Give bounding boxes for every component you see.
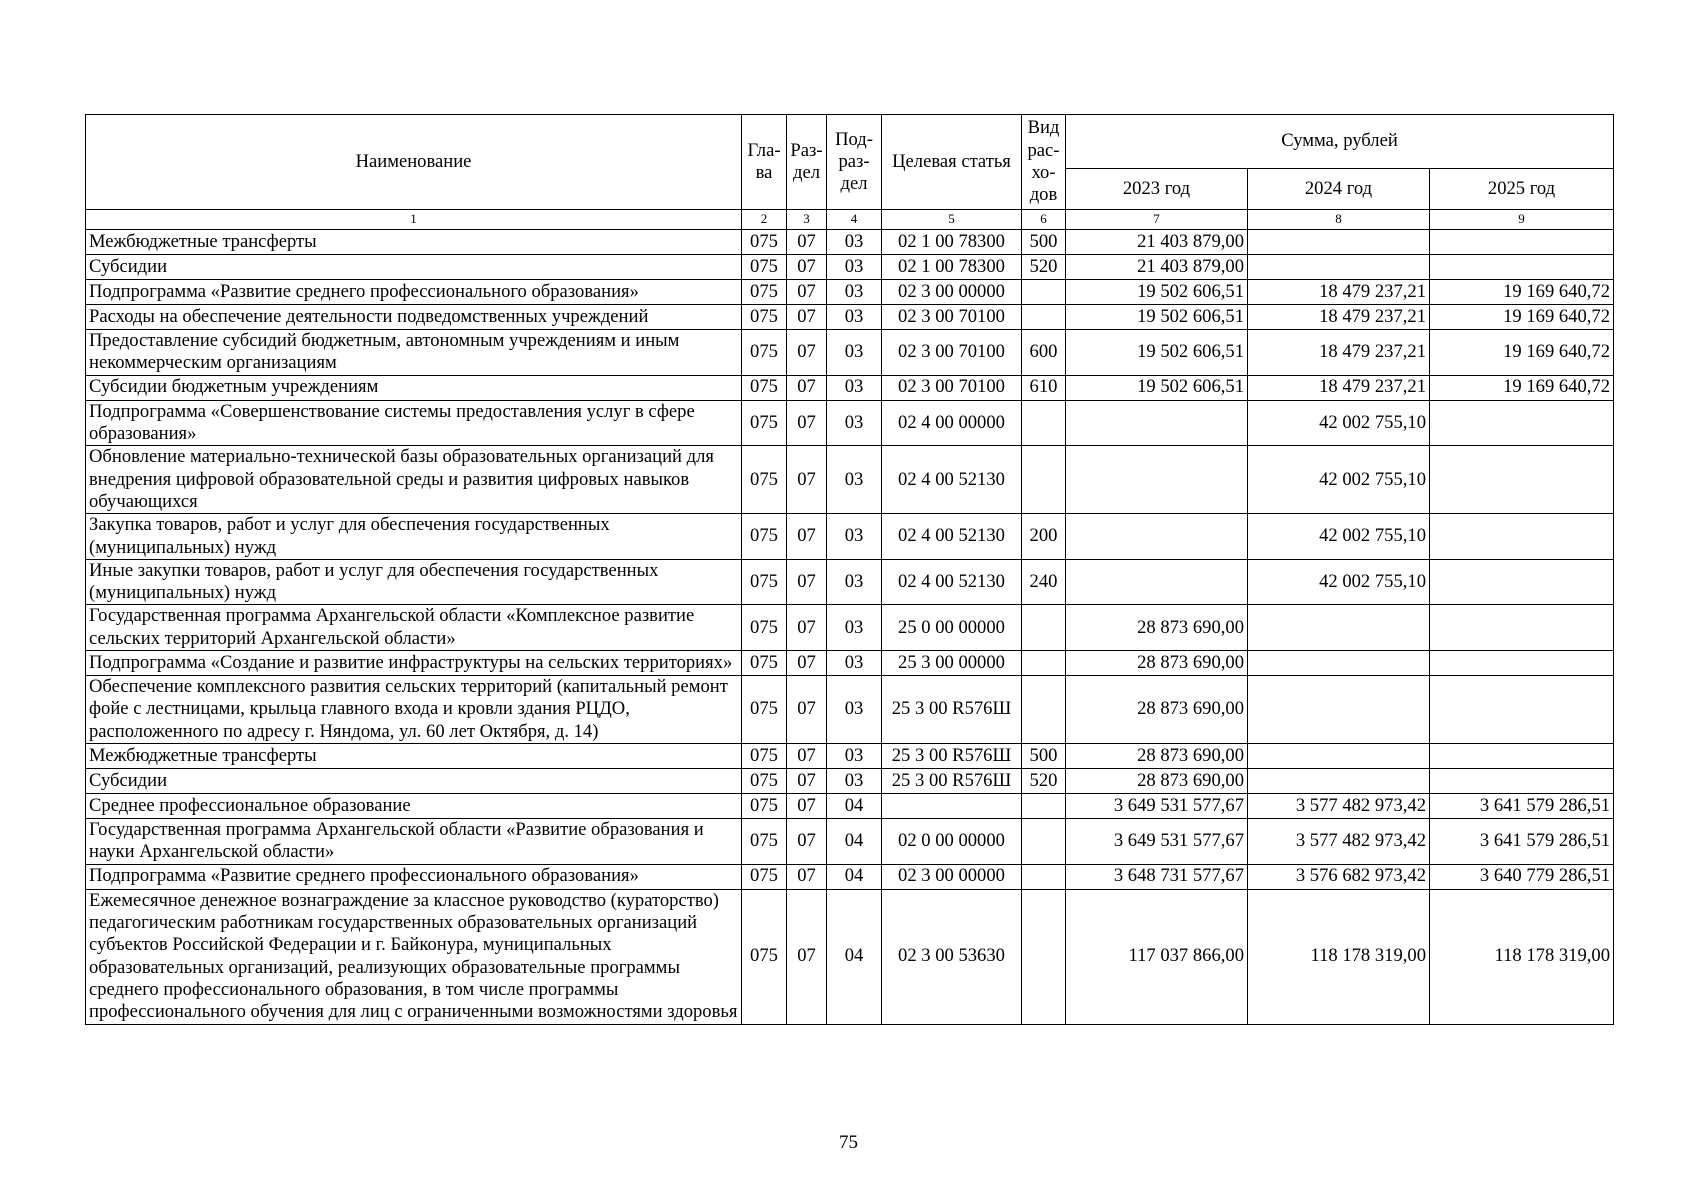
cell-celevaya: 25 3 00 R576Ш xyxy=(882,769,1022,794)
cell-vid: 200 xyxy=(1022,514,1066,560)
cell-glava: 075 xyxy=(742,305,787,330)
header-razdel: Раз-дел xyxy=(787,115,827,210)
cell-2023: 28 873 690,00 xyxy=(1066,605,1248,651)
cell-podrazdel: 03 xyxy=(827,651,882,676)
cell-glava: 075 xyxy=(742,744,787,769)
cell-2025 xyxy=(1430,676,1614,744)
cell-glava: 075 xyxy=(742,446,787,514)
cell-2024: 3 576 682 973,42 xyxy=(1248,864,1430,889)
cell-2025: 19 169 640,72 xyxy=(1430,280,1614,305)
header-name: Наименование xyxy=(86,115,742,210)
cell-vid: 600 xyxy=(1022,330,1066,376)
cell-podrazdel: 03 xyxy=(827,230,882,255)
cell-celevaya: 25 0 00 00000 xyxy=(882,605,1022,651)
cell-glava: 075 xyxy=(742,794,787,819)
table-row xyxy=(86,744,1614,769)
cell-razdel: 07 xyxy=(787,305,827,330)
header-year-2025: 2025 год xyxy=(1430,169,1614,210)
cell-vid: 520 xyxy=(1022,255,1066,280)
cell-2025 xyxy=(1430,651,1614,676)
cell-glava: 075 xyxy=(742,864,787,889)
cell-name: Субсидии xyxy=(86,769,742,794)
cell-2023: 3 648 731 577,67 xyxy=(1066,864,1248,889)
cell-celevaya: 02 0 00 00000 xyxy=(882,819,1022,865)
cell-2023 xyxy=(1066,514,1248,560)
cell-2025 xyxy=(1430,255,1614,280)
table-row xyxy=(86,651,1614,676)
table-row xyxy=(86,400,1614,446)
cell-2025 xyxy=(1430,605,1614,651)
table-row xyxy=(86,280,1614,305)
cell-razdel: 07 xyxy=(787,605,827,651)
cell-name: Обеспечение комплексного развития сельских территорий (капитальный ремонт фойе с лестницами, крыльца главного входа и кровли здания РЦДО, расположенного по адресу г. Няндома, ул. 60 лет Октября, д. 14) xyxy=(86,676,742,744)
cell-2023: 117 037 866,00 xyxy=(1066,889,1248,1024)
cell-2025: 19 169 640,72 xyxy=(1430,305,1614,330)
cell-2023: 19 502 606,51 xyxy=(1066,280,1248,305)
cell-glava: 075 xyxy=(742,514,787,560)
cell-2024 xyxy=(1248,676,1430,744)
cell-razdel: 07 xyxy=(787,744,827,769)
table-row xyxy=(86,230,1614,255)
cell-podrazdel: 03 xyxy=(827,400,882,446)
cell-podrazdel: 03 xyxy=(827,330,882,376)
cell-2023: 19 502 606,51 xyxy=(1066,305,1248,330)
cell-celevaya: 02 4 00 52130 xyxy=(882,559,1022,605)
cell-name: Обновление материально-технической базы образовательных организаций для внедрения цифровой образовательной среды и развития цифровых навыков обучающихся xyxy=(86,446,742,514)
cell-2024: 18 479 237,21 xyxy=(1248,330,1430,376)
cell-razdel: 07 xyxy=(787,864,827,889)
cell-podrazdel: 03 xyxy=(827,305,882,330)
cell-name: Субсидии бюджетным учреждениям xyxy=(86,375,742,400)
cell-glava: 075 xyxy=(742,769,787,794)
cell-podrazdel: 03 xyxy=(827,676,882,744)
cell-razdel: 07 xyxy=(787,769,827,794)
cell-name: Предоставление субсидий бюджетным, автономным учреждениям и иным некоммерческим организациям xyxy=(86,330,742,376)
cell-razdel: 07 xyxy=(787,280,827,305)
cell-2023: 3 649 531 577,67 xyxy=(1066,794,1248,819)
cell-2024: 42 002 755,10 xyxy=(1248,514,1430,560)
column-number: 8 xyxy=(1248,210,1430,230)
cell-vid: 500 xyxy=(1022,744,1066,769)
cell-name: Ежемесячное денежное вознаграждение за классное руководство (кураторство) педагогическим работникам государственных образовательных организаций субъектов Российской Федерации и г. Байконура, муниципальных образовательных организаций, реализующих образовательные программы среднего профессионального образования, в том числе программы профессионального обучения для лиц с ограниченными возможностями здоровья xyxy=(86,889,742,1024)
cell-celevaya: 02 3 00 70100 xyxy=(882,305,1022,330)
cell-podrazdel: 03 xyxy=(827,559,882,605)
table-row xyxy=(86,864,1614,889)
cell-name: Подпрограмма «Развитие среднего профессионального образования» xyxy=(86,280,742,305)
cell-podrazdel: 04 xyxy=(827,864,882,889)
cell-vid xyxy=(1022,446,1066,514)
cell-name: Подпрограмма «Развитие среднего профессионального образования» xyxy=(86,864,742,889)
cell-glava: 075 xyxy=(742,400,787,446)
cell-celevaya: 02 4 00 00000 xyxy=(882,400,1022,446)
cell-2025: 3 641 579 286,51 xyxy=(1430,794,1614,819)
column-number: 4 xyxy=(827,210,882,230)
cell-name: Государственная программа Архангельской области «Комплексное развитие сельских территорий Архангельской области» xyxy=(86,605,742,651)
cell-celevaya: 02 3 00 53630 xyxy=(882,889,1022,1024)
column-number-row xyxy=(86,210,1614,230)
column-number: 9 xyxy=(1430,210,1614,230)
cell-vid xyxy=(1022,676,1066,744)
cell-name: Закупка товаров, работ и услуг для обеспечения государственных (муниципальных) нужд xyxy=(86,514,742,560)
cell-celevaya xyxy=(882,794,1022,819)
cell-razdel: 07 xyxy=(787,651,827,676)
cell-celevaya: 25 3 00 00000 xyxy=(882,651,1022,676)
cell-2025 xyxy=(1430,514,1614,560)
cell-2025: 3 640 779 286,51 xyxy=(1430,864,1614,889)
table-row xyxy=(86,305,1614,330)
cell-vid: 520 xyxy=(1022,769,1066,794)
column-number: 7 xyxy=(1066,210,1248,230)
cell-name: Подпрограмма «Создание и развитие инфраструктуры на сельских территориях» xyxy=(86,651,742,676)
cell-2025 xyxy=(1430,400,1614,446)
cell-celevaya: 25 3 00 R576Ш xyxy=(882,676,1022,744)
cell-glava: 075 xyxy=(742,230,787,255)
cell-2023: 28 873 690,00 xyxy=(1066,744,1248,769)
table-row xyxy=(86,375,1614,400)
table-row xyxy=(86,559,1614,605)
cell-2024: 42 002 755,10 xyxy=(1248,559,1430,605)
cell-glava: 075 xyxy=(742,255,787,280)
cell-2025: 19 169 640,72 xyxy=(1430,375,1614,400)
cell-vid xyxy=(1022,280,1066,305)
cell-2024 xyxy=(1248,744,1430,769)
table-row xyxy=(86,255,1614,280)
header-celevaya: Целевая статья xyxy=(882,115,1022,210)
cell-2023: 21 403 879,00 xyxy=(1066,255,1248,280)
cell-2024: 3 577 482 973,42 xyxy=(1248,819,1430,865)
table-row xyxy=(86,769,1614,794)
cell-name: Межбюджетные трансферты xyxy=(86,744,742,769)
cell-celevaya: 02 1 00 78300 xyxy=(882,230,1022,255)
cell-name: Государственная программа Архангельской области «Развитие образования и науки Архангельской области» xyxy=(86,819,742,865)
cell-podrazdel: 04 xyxy=(827,889,882,1024)
cell-glava: 075 xyxy=(742,330,787,376)
cell-glava: 075 xyxy=(742,559,787,605)
table-row xyxy=(86,676,1614,744)
cell-razdel: 07 xyxy=(787,446,827,514)
budget-table xyxy=(85,114,1614,1025)
table-header xyxy=(86,115,1614,230)
cell-2024 xyxy=(1248,255,1430,280)
cell-vid xyxy=(1022,400,1066,446)
cell-glava: 075 xyxy=(742,651,787,676)
cell-glava: 075 xyxy=(742,889,787,1024)
cell-2023 xyxy=(1066,446,1248,514)
page-number: 75 xyxy=(839,1132,858,1153)
cell-2024 xyxy=(1248,651,1430,676)
table-row xyxy=(86,819,1614,865)
cell-razdel: 07 xyxy=(787,400,827,446)
cell-razdel: 07 xyxy=(787,559,827,605)
column-number: 5 xyxy=(882,210,1022,230)
cell-2024: 18 479 237,21 xyxy=(1248,305,1430,330)
cell-razdel: 07 xyxy=(787,255,827,280)
cell-2025: 118 178 319,00 xyxy=(1430,889,1614,1024)
cell-celevaya: 02 4 00 52130 xyxy=(882,446,1022,514)
header-year-2024: 2024 год xyxy=(1248,169,1430,210)
cell-podrazdel: 03 xyxy=(827,255,882,280)
cell-name: Среднее профессиональное образование xyxy=(86,794,742,819)
cell-2024 xyxy=(1248,605,1430,651)
cell-celevaya: 02 3 00 70100 xyxy=(882,375,1022,400)
cell-glava: 075 xyxy=(742,375,787,400)
cell-name: Расходы на обеспечение деятельности подведомственных учреждений xyxy=(86,305,742,330)
cell-celevaya: 02 1 00 78300 xyxy=(882,255,1022,280)
cell-vid: 240 xyxy=(1022,559,1066,605)
cell-2024: 3 577 482 973,42 xyxy=(1248,794,1430,819)
cell-2023: 28 873 690,00 xyxy=(1066,676,1248,744)
cell-razdel: 07 xyxy=(787,375,827,400)
cell-name: Иные закупки товаров, работ и услуг для обеспечения государственных (муниципальных) нужд xyxy=(86,559,742,605)
cell-name: Субсидии xyxy=(86,255,742,280)
cell-vid: 500 xyxy=(1022,230,1066,255)
cell-celevaya: 02 4 00 52130 xyxy=(882,514,1022,560)
table-row xyxy=(86,794,1614,819)
cell-razdel: 07 xyxy=(787,794,827,819)
cell-2024: 42 002 755,10 xyxy=(1248,446,1430,514)
cell-razdel: 07 xyxy=(787,819,827,865)
cell-podrazdel: 03 xyxy=(827,514,882,560)
cell-vid: 610 xyxy=(1022,375,1066,400)
cell-2024: 18 479 237,21 xyxy=(1248,280,1430,305)
cell-2023: 19 502 606,51 xyxy=(1066,375,1248,400)
cell-podrazdel: 03 xyxy=(827,375,882,400)
cell-2023: 3 649 531 577,67 xyxy=(1066,819,1248,865)
cell-2025 xyxy=(1430,744,1614,769)
cell-celevaya: 02 3 00 00000 xyxy=(882,864,1022,889)
cell-razdel: 07 xyxy=(787,230,827,255)
column-number: 1 xyxy=(86,210,742,230)
cell-razdel: 07 xyxy=(787,889,827,1024)
cell-2023: 19 502 606,51 xyxy=(1066,330,1248,376)
column-number: 6 xyxy=(1022,210,1066,230)
cell-2025 xyxy=(1430,559,1614,605)
cell-2023: 21 403 879,00 xyxy=(1066,230,1248,255)
cell-2024: 42 002 755,10 xyxy=(1248,400,1430,446)
cell-podrazdel: 03 xyxy=(827,280,882,305)
cell-podrazdel: 03 xyxy=(827,744,882,769)
cell-2025 xyxy=(1430,446,1614,514)
cell-2025 xyxy=(1430,230,1614,255)
cell-name: Межбюджетные трансферты xyxy=(86,230,742,255)
cell-2025: 3 641 579 286,51 xyxy=(1430,819,1614,865)
table-row xyxy=(86,605,1614,651)
header-podrazdel: Под-раз-дел xyxy=(827,115,882,210)
cell-podrazdel: 04 xyxy=(827,794,882,819)
cell-2024 xyxy=(1248,769,1430,794)
table-row xyxy=(86,446,1614,514)
cell-vid xyxy=(1022,889,1066,1024)
cell-celevaya: 25 3 00 R576Ш xyxy=(882,744,1022,769)
column-number: 2 xyxy=(742,210,787,230)
cell-celevaya: 02 3 00 00000 xyxy=(882,280,1022,305)
cell-razdel: 07 xyxy=(787,330,827,376)
column-number: 3 xyxy=(787,210,827,230)
cell-2024: 118 178 319,00 xyxy=(1248,889,1430,1024)
cell-podrazdel: 03 xyxy=(827,446,882,514)
cell-podrazdel: 03 xyxy=(827,769,882,794)
header-summa: Сумма, рублей xyxy=(1066,115,1614,169)
cell-2023: 28 873 690,00 xyxy=(1066,769,1248,794)
cell-2023 xyxy=(1066,400,1248,446)
cell-vid xyxy=(1022,605,1066,651)
header-year-2023: 2023 год xyxy=(1066,169,1248,210)
cell-glava: 075 xyxy=(742,605,787,651)
cell-name: Подпрограмма «Совершенствование системы предоставления услуг в сфере образования» xyxy=(86,400,742,446)
cell-glava: 075 xyxy=(742,819,787,865)
cell-2023 xyxy=(1066,559,1248,605)
cell-2023: 28 873 690,00 xyxy=(1066,651,1248,676)
cell-2025 xyxy=(1430,769,1614,794)
table-row xyxy=(86,514,1614,560)
table-row xyxy=(86,330,1614,376)
cell-razdel: 07 xyxy=(787,676,827,744)
cell-razdel: 07 xyxy=(787,514,827,560)
cell-vid xyxy=(1022,794,1066,819)
cell-vid xyxy=(1022,819,1066,865)
table-row xyxy=(86,889,1614,1024)
cell-podrazdel: 04 xyxy=(827,819,882,865)
cell-vid xyxy=(1022,651,1066,676)
header-vid: Вид рас-хо-дов xyxy=(1022,115,1066,210)
table-body xyxy=(86,230,1614,1025)
cell-vid xyxy=(1022,864,1066,889)
cell-2024: 18 479 237,21 xyxy=(1248,375,1430,400)
cell-podrazdel: 03 xyxy=(827,605,882,651)
cell-glava: 075 xyxy=(742,280,787,305)
header-glava: Гла-ва xyxy=(742,115,787,210)
cell-glava: 075 xyxy=(742,676,787,744)
cell-2025: 19 169 640,72 xyxy=(1430,330,1614,376)
cell-vid xyxy=(1022,305,1066,330)
cell-2024 xyxy=(1248,230,1430,255)
cell-celevaya: 02 3 00 70100 xyxy=(882,330,1022,376)
